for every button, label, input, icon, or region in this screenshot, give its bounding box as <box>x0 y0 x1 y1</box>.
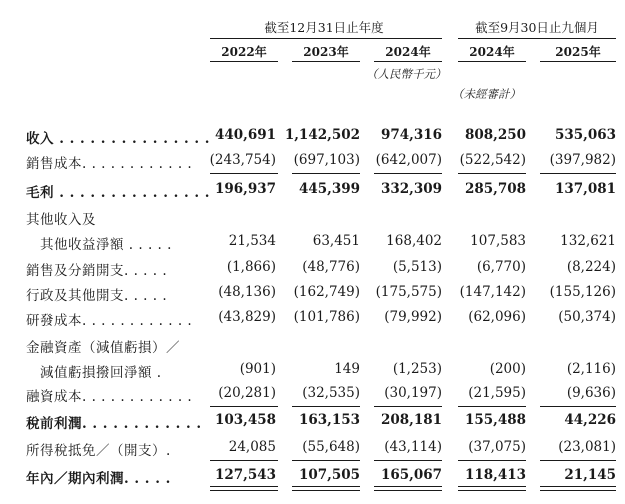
row-label: 銷售及分銷開支. . . . . <box>26 263 168 279</box>
cell-2024-nine-months: (62,096) <box>468 309 526 325</box>
cell-2023: (32,535) <box>302 385 360 401</box>
cell-2023: 149 <box>334 361 360 377</box>
row-label: 收入 . . . . . . . . . . . . . . . <box>26 131 210 147</box>
cell-2025-nine-months: (9,636) <box>566 385 616 401</box>
total-double-rule <box>458 486 526 491</box>
subtotal-rule <box>210 406 278 407</box>
row-label: 金融資產（減值虧損）／ <box>26 340 180 356</box>
cell-2023: (55,648) <box>302 439 360 455</box>
cell-2023: 63,451 <box>312 233 360 249</box>
cell-2025-nine-months: (23,081) <box>558 439 616 455</box>
row-label: 銷售成本. . . . . . . . . . . . <box>26 156 193 172</box>
cell-2025-nine-months: 137,081 <box>554 181 616 197</box>
unit-note: （人民幣千元） <box>366 67 447 81</box>
cell-2022: 196,937 <box>214 181 276 197</box>
subtotal-rule <box>540 406 616 407</box>
cell-2022: (901) <box>239 361 276 377</box>
subtotal-rule <box>292 460 360 461</box>
cell-2024-nine-months: 285,708 <box>464 181 526 197</box>
cell-2025-nine-months: (8,224) <box>566 259 616 275</box>
cell-2025-nine-months: 44,226 <box>564 412 616 428</box>
total-double-rule <box>292 486 360 491</box>
row-label: 研發成本. . . . . . . . . . . . <box>26 313 193 329</box>
year-header-2025-nine-months: 2025年 <box>555 45 601 59</box>
row-label: 毛利 . . . . . . . . . . . . . . . <box>26 185 210 201</box>
cell-2024-nine-months: (147,142) <box>459 284 526 300</box>
subtotal-rule <box>292 406 360 407</box>
subtotal-rule <box>374 460 442 461</box>
cell-2024: (5,513) <box>392 259 442 275</box>
cell-2024: (43,114) <box>384 439 442 455</box>
unaudited-note: （未經審計） <box>452 87 521 101</box>
header-group-annual-rule <box>210 38 442 39</box>
year-rule-2025-nine-months <box>540 61 616 62</box>
cell-2025-nine-months: 132,621 <box>560 233 616 249</box>
subtotal-rule <box>458 406 526 407</box>
cell-2023: 107,505 <box>298 467 360 483</box>
cell-2023: 445,399 <box>298 181 360 197</box>
subtotal-rule <box>292 173 360 174</box>
subtotal-rule <box>210 460 278 461</box>
header-group-annual: 截至12月31日止年度 <box>264 20 384 35</box>
row-label: 減值虧損撥回淨額 . <box>26 365 162 381</box>
cell-2024-nine-months: 808,250 <box>464 127 526 143</box>
subtotal-rule <box>458 460 526 461</box>
row-label: 其他收入及 <box>26 212 96 228</box>
year-rule-2023 <box>292 61 360 62</box>
cell-2022: (1,866) <box>226 259 276 275</box>
cell-2024-nine-months: 107,583 <box>470 233 526 249</box>
cell-2024: 208,181 <box>380 412 442 428</box>
cell-2022: 21,534 <box>228 233 276 249</box>
cell-2024-nine-months: (200) <box>489 361 526 377</box>
row-label: 稅前利潤. . . . . . . . . . . . <box>26 416 202 432</box>
cell-2024-nine-months: (522,542) <box>459 152 526 168</box>
total-double-rule <box>210 486 278 491</box>
subtotal-rule <box>374 406 442 407</box>
cell-2022: 127,543 <box>214 467 276 483</box>
cell-2022: 440,691 <box>214 127 276 143</box>
cell-2022: (48,136) <box>218 284 276 300</box>
row-label: 年內／期內利潤. . . . . <box>26 471 171 487</box>
year-rule-2024 <box>374 61 442 62</box>
cell-2024-nine-months: 155,488 <box>464 412 526 428</box>
cell-2025-nine-months: (397,982) <box>549 152 616 168</box>
subtotal-rule <box>210 173 278 174</box>
cell-2024: 332,309 <box>380 181 442 197</box>
total-double-rule <box>374 486 442 491</box>
cell-2025-nine-months: (155,126) <box>549 284 616 300</box>
row-label: 所得稅抵免／（開支）. <box>26 443 171 459</box>
cell-2022: (243,754) <box>209 152 276 168</box>
cell-2023: (101,786) <box>293 309 360 325</box>
subtotal-rule <box>540 173 616 174</box>
cell-2024: 165,067 <box>380 467 442 483</box>
cell-2023: (162,749) <box>293 284 360 300</box>
year-header-2023: 2023年 <box>303 45 349 59</box>
cell-2024: 168,402 <box>386 233 442 249</box>
row-label: 融資成本. . . . . . . . . . . . <box>26 389 193 405</box>
row-label: 行政及其他開支. . . . . <box>26 288 168 304</box>
cell-2024: (175,575) <box>375 284 442 300</box>
cell-2024: (30,197) <box>384 385 442 401</box>
year-rule-2022 <box>210 61 278 62</box>
cell-2024-nine-months: (37,075) <box>468 439 526 455</box>
cell-2024-nine-months: (21,595) <box>468 385 526 401</box>
cell-2024: (1,253) <box>392 361 442 377</box>
header-group-nine-months: 截至9月30日止九個月 <box>475 20 599 35</box>
cell-2022: (43,829) <box>218 309 276 325</box>
cell-2022: 24,085 <box>228 439 276 455</box>
year-header-2024-nine-months: 2024年 <box>469 45 515 59</box>
subtotal-rule <box>458 173 526 174</box>
cell-2023: (697,103) <box>293 152 360 168</box>
cell-2025-nine-months: (2,116) <box>566 361 616 377</box>
total-double-rule <box>540 486 616 491</box>
cell-2022: (20,281) <box>218 385 276 401</box>
subtotal-rule <box>540 460 616 461</box>
row-label: 其他收益淨額 . . . . . <box>26 237 172 253</box>
cell-2024: 974,316 <box>380 127 442 143</box>
cell-2023: 163,153 <box>298 412 360 428</box>
subtotal-rule <box>374 173 442 174</box>
cell-2025-nine-months: (50,374) <box>558 309 616 325</box>
cell-2022: 103,458 <box>214 412 276 428</box>
header-group-nine-months-rule <box>458 38 616 39</box>
cell-2024-nine-months: (6,770) <box>476 259 526 275</box>
year-rule-2024-nine-months <box>458 61 526 62</box>
cell-2024: (642,007) <box>375 152 442 168</box>
cell-2025-nine-months: 535,063 <box>554 127 616 143</box>
cell-2024: (79,992) <box>384 309 442 325</box>
cell-2023: 1,142,502 <box>284 127 360 143</box>
cell-2024-nine-months: 118,413 <box>464 467 526 483</box>
cell-2023: (48,776) <box>302 259 360 275</box>
cell-2025-nine-months: 21,145 <box>564 467 616 483</box>
year-header-2024: 2024年 <box>385 45 431 59</box>
year-header-2022: 2022年 <box>221 45 267 59</box>
